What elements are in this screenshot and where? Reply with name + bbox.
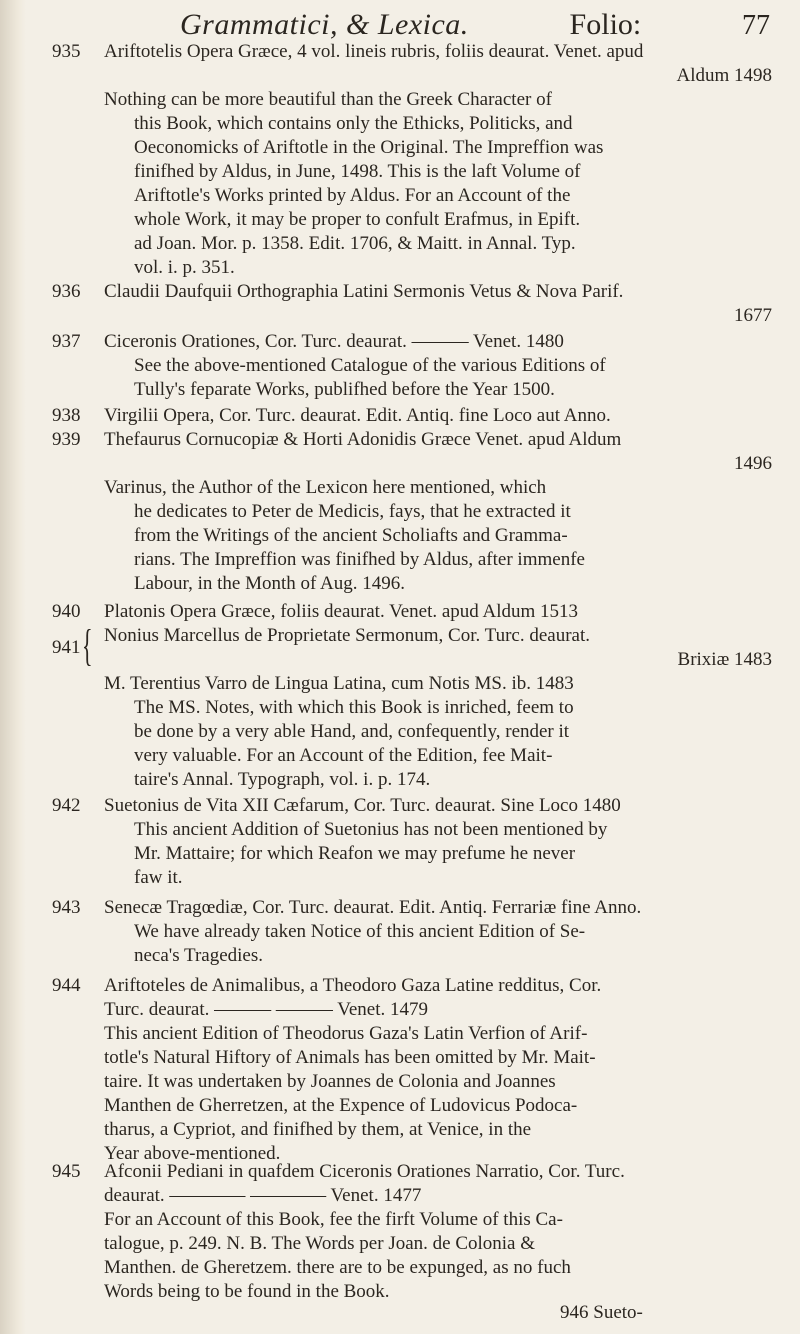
entry-imprint: Turc. deaurat. ——— ——— Venet. 1479 (104, 999, 429, 1020)
entry-note-line: taire's Annal. Typograph, vol. i. p. 174. (134, 769, 431, 790)
entry-number: 940 (52, 601, 81, 622)
catalogue-entry-942 (52, 794, 772, 890)
entry-note-line: taire. It was undertaken by Joannes de Colonia and Joannes (104, 1071, 556, 1092)
entry-note-line: rians. The Impreffion was finifhed by Aldus, after immenfe (134, 549, 585, 570)
entry-note-line: Tully's feparate Works, publifhed before the Year 1500. (134, 379, 555, 400)
catalogue-entry-945 (52, 1160, 772, 1304)
entry-note-line: Oeconomicks of Ariftotle in the Original. The Impreffion was (134, 137, 604, 158)
entry-note-line: Year above-mentioned. (104, 1143, 281, 1164)
entry-title: Ciceronis Orationes, Cor. Turc. deaurat. ——— Venet. 1480 (104, 331, 564, 352)
entry-note-line: This ancient Addition of Suetonius has not been mentioned by (134, 819, 608, 840)
entry-imprint: 1677 (734, 305, 772, 326)
entry-imprint: Brixiæ 1483 (677, 649, 772, 670)
entry-note-line: whole Work, it may be proper to confult Erafmus, in Epift. (134, 209, 581, 230)
page-gutter (0, 0, 26, 1334)
entry-title: Senecæ Tragœdiæ, Cor. Turc. deaurat. Edit. Antiq. Ferrariæ fine Anno. (104, 897, 642, 918)
entry-note-line: neca's Tragedies. (134, 945, 264, 966)
entry-title: Ariftotelis Opera Græce, 4 vol. lineis rubris, foliis deaurat. Venet. apud (104, 41, 644, 62)
entry-number: 944 (52, 975, 81, 996)
entry-number: 941 (52, 637, 81, 658)
catalogue-entry-936 (52, 280, 772, 328)
entry-title: Suetonius de Vita XII Cæfarum, Cor. Turc. deaurat. Sine Loco 1480 (104, 795, 621, 816)
catalogue-entry-940 (52, 600, 772, 624)
entry-imprint: 1496 (734, 453, 772, 474)
entry-note-line: Words being to be found in the Book. (104, 1281, 390, 1302)
entry-number: 937 (52, 331, 81, 352)
catalogue-entry-939 (52, 428, 772, 596)
entry-number: 938 (52, 405, 81, 426)
page-number: 77 (742, 10, 770, 41)
entry-note-line: This ancient Edition of Theodorus Gaza's Latin Verfion of Arif- (104, 1023, 588, 1044)
entry-note-line: totle's Natural Hiftory of Animals has been omitted by Mr. Mait- (104, 1047, 596, 1068)
header-folio: Folio: (569, 8, 642, 41)
entry-number: 942 (52, 795, 81, 816)
entry-note-line: Varinus, the Author of the Lexicon here mentioned, which (104, 477, 547, 498)
entry-title: Nonius Marcellus de Proprietate Sermonum, Cor. Turc. deaurat. (104, 625, 591, 646)
entry-note-line: vol. i. p. 351. (134, 257, 235, 278)
entry-number: 939 (52, 429, 81, 450)
entry-number: 943 (52, 897, 81, 918)
entry-note-line: Labour, in the Month of Aug. 1496. (134, 573, 406, 594)
entry-note-line: For an Account of this Book, fee the firft Volume of this Ca- (104, 1209, 563, 1230)
entry-note-line: Mr. Mattaire; for which Reafon we may prefume he never (134, 843, 576, 864)
entry-note-line: from the Writings of the ancient Scholiafts and Gramma- (134, 525, 568, 546)
entry-note-line: Nothing can be more beautiful than the Greek Character of (104, 89, 552, 110)
catalogue-entry-938 (52, 404, 772, 428)
entry-note-line: very valuable. For an Account of the Edition, fee Mait- (134, 745, 553, 766)
entry-title: Virgilii Opera, Cor. Turc. deaurat. Edit. Antiq. fine Loco aut Anno. (104, 405, 611, 426)
entry-number-brace (52, 621, 100, 672)
entry-note-line: tharus, a Cypriot, and finifhed by them, at Venice, in the (104, 1119, 532, 1140)
entry-title: Platonis Opera Græce, foliis deaurat. Venet. apud Aldum 1513 (104, 601, 579, 622)
entry-note-line: We have already taken Notice of this ancient Edition of Se- (134, 921, 586, 942)
entry-note-line: Manthen de Gherretzen, at the Expence of Ludovicus Podoca- (104, 1095, 578, 1116)
header-title: Grammatici, & Lexica. (180, 8, 469, 41)
entry-note-line: he dedicates to Peter de Medicis, fays, that he extracted it (134, 501, 571, 522)
entry-number: 945 (52, 1161, 81, 1182)
entry-note-line: this Book, which contains only the Ethicks, Politicks, and (134, 113, 573, 134)
entry-note-line: faw it. (134, 867, 183, 888)
entry-note-line: Ariftotle's Works printed by Aldus. For an Account of the (134, 185, 571, 206)
entry-note-line: finifhed by Aldus, in June, 1498. This is the laft Volume of (134, 161, 581, 182)
entry-imprint: Aldum 1498 (676, 65, 772, 86)
catalogue-entry-941 (52, 621, 772, 792)
entry-note-line: Manthen. de Gheretzem. there are to be expunged, as no fuch (104, 1257, 571, 1278)
entry-note-line: talogue, p. 249. N. B. The Words per Joan. de Colonia & (104, 1233, 536, 1254)
entry-title: Claudii Daufquii Orthographia Latini Sermonis Vetus & Nova Parif. (104, 281, 624, 302)
catchword: 946 Sueto- (560, 1302, 643, 1323)
entry-note-line: be done by a very able Hand, and, confequently, render it (134, 721, 570, 742)
entry-imprint: deaurat. ———— ———— Venet. 1477 (104, 1185, 422, 1206)
entry-number: 935 (52, 41, 81, 62)
catalogue-entry-937 (52, 330, 772, 402)
entry-title: Afconii Pediani in quafdem Ciceronis Orationes Narratio, Cor. Turc. (104, 1161, 625, 1182)
catalogue-entry-935 (52, 40, 772, 280)
entry-note-line: ad Joan. Mor. p. 1358. Edit. 1706, & Maitt. in Annal. Typ. (134, 233, 576, 254)
catalogue-entry-943 (52, 896, 772, 968)
entry-title: Ariftoteles de Animalibus, a Theodoro Gaza Latine redditus, Cor. (104, 975, 602, 996)
entry-number: 936 (52, 281, 81, 302)
entry-title: Thefaurus Cornucopiæ & Horti Adonidis Græce Venet. apud Aldum (104, 429, 622, 450)
entry-note-line: The MS. Notes, with which this Book is inriched, feem to (134, 697, 574, 718)
catalogue-entry-944 (52, 974, 772, 1166)
entry-title: M. Terentius Varro de Lingua Latina, cum Notis MS. ib. 1483 (104, 673, 574, 694)
entry-note-line: See the above-mentioned Catalogue of the various Editions of (134, 355, 606, 376)
brace-glyph: { (82, 621, 93, 670)
